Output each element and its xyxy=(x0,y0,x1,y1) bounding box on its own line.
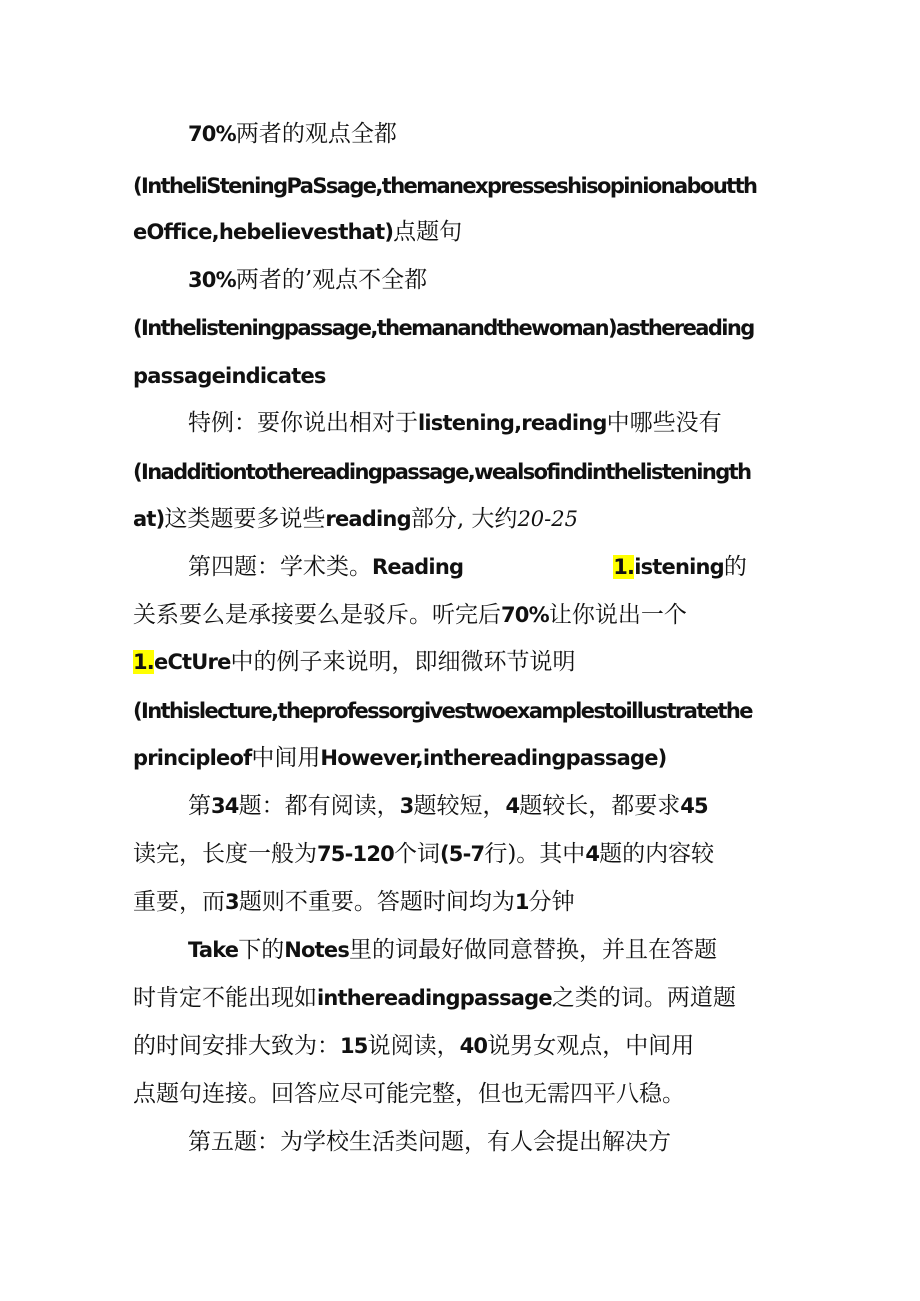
text-run: 行)。其中 xyxy=(484,841,586,867)
text-line xyxy=(188,407,793,441)
text-run: 时肯定不能出现如 xyxy=(133,985,317,1011)
text-run: 的 xyxy=(723,554,747,580)
text-run: istening xyxy=(634,555,724,579)
text-run: inthereadingpassage xyxy=(317,986,552,1010)
text-run: 34 xyxy=(211,794,239,818)
text-line xyxy=(133,838,793,872)
text-run: 中的例子来说明，即细微环节说明 xyxy=(230,649,576,675)
text-run: 4 xyxy=(505,794,520,818)
text-line xyxy=(188,118,793,152)
text-line xyxy=(188,934,793,968)
text-run: 题则不重要。答题时间均为 xyxy=(238,889,515,915)
text-line xyxy=(133,503,793,537)
text-line xyxy=(188,1126,793,1160)
text-run: 两者的’观点不全都 xyxy=(235,267,428,293)
text-run: (IntheliSteningPaSsage,themanexpresseshisopinionaboutth xyxy=(133,174,757,198)
text-line xyxy=(133,456,793,490)
text-run: 说男女观点，中间用 xyxy=(487,1033,695,1059)
text-run: 45 xyxy=(680,794,708,818)
text-line xyxy=(133,1030,793,1064)
text-run: 40 xyxy=(459,1034,488,1058)
text-run: 4 xyxy=(585,842,600,866)
text-run: 题较短， xyxy=(413,793,506,819)
text-run: 3 xyxy=(225,890,239,914)
text-line xyxy=(133,982,793,1016)
text-line xyxy=(133,599,793,633)
text-line xyxy=(133,886,793,920)
text-line xyxy=(188,551,793,585)
text-line xyxy=(133,312,793,346)
text-line xyxy=(133,646,793,680)
text-run: listening,reading xyxy=(418,411,607,435)
text-run: eOffice,hebelievesthat) xyxy=(133,220,394,244)
text-line xyxy=(188,790,793,824)
text-run: 70% xyxy=(188,122,236,146)
text-run: 部分, 大约 xyxy=(410,506,518,532)
text-run: 中间用 xyxy=(251,745,321,771)
text-run: 题的内容较 xyxy=(599,841,715,867)
text-run: 读完，长度一般为 xyxy=(133,841,317,867)
text-run: 题：都有阅读， xyxy=(238,793,400,819)
text-line xyxy=(133,216,793,250)
text-run: reading xyxy=(325,507,411,531)
text-run: 分钟 xyxy=(528,889,575,915)
text-run: 里的词最好做同意替换，并且在答题 xyxy=(349,937,718,963)
text-run: 第四题：学术类。 xyxy=(188,554,372,580)
text-run: (Inthelisteningpassage,themanandthewoman)asthereading xyxy=(133,316,754,340)
text-run: (Inthislecture,theprofessorgivestwoexamplestoillustratethe xyxy=(133,699,752,723)
highlighted-text: 1. xyxy=(133,650,154,674)
text-run: 关系要么是承接要么是驳斥。听完后 xyxy=(133,602,501,628)
text-run: 点题句 xyxy=(393,219,463,245)
text-run: Notes xyxy=(284,938,350,962)
text-run: 的时间安排大致为： xyxy=(133,1033,340,1059)
text-run: 70% xyxy=(501,603,549,627)
text-run: Take xyxy=(188,938,239,962)
text-run: 个词 xyxy=(393,841,440,867)
text-run: 这类题要多说些 xyxy=(164,506,326,532)
text-run: 特例：要你说出相对于 xyxy=(188,410,418,436)
text-run: 第 xyxy=(188,793,211,819)
text-line xyxy=(133,695,793,729)
text-line xyxy=(133,360,793,394)
text-run: eCtUre xyxy=(154,650,231,674)
text-run: 1 xyxy=(514,890,529,914)
text-run: 75-120 xyxy=(317,842,394,866)
text-run: 20-25 xyxy=(517,507,578,531)
text-run: 15 xyxy=(340,1034,368,1058)
text-run: 30% xyxy=(188,268,236,292)
text-line xyxy=(133,1078,793,1112)
text-run: 题较长，都要求 xyxy=(519,793,681,819)
text-run: at) xyxy=(133,507,165,531)
text-run: passageindicates xyxy=(133,364,326,388)
text-run: Reading xyxy=(372,555,464,579)
text-run: 重要，而 xyxy=(133,889,225,915)
text-line xyxy=(133,170,793,204)
text-run: 下的 xyxy=(238,937,285,963)
text-run: 之类的词。两道题 xyxy=(551,985,736,1011)
highlighted-text: 1. xyxy=(613,555,635,579)
text-line xyxy=(188,264,793,298)
text-run: principleof xyxy=(133,746,252,770)
text-run: 两者的观点全都 xyxy=(235,121,397,147)
text-run: 第五题：为学校生活类问题，有人会提出解决方 xyxy=(188,1129,671,1155)
text-run: (5-7 xyxy=(439,842,485,866)
text-run: (Inadditiontothereadingpassage,wealsofindinthelisteningth xyxy=(133,460,751,484)
text-line xyxy=(133,742,793,776)
text-run: 说阅读， xyxy=(367,1033,460,1059)
text-run: 点题句连接。回答应尽可能完整，但也无需四平八稳。 xyxy=(133,1081,685,1107)
text-run: However,inthereadingpassage) xyxy=(320,746,667,770)
text-run: 3 xyxy=(399,794,414,818)
text-run: 让你说出一个 xyxy=(548,602,687,628)
text-run: 中哪些没有 xyxy=(606,410,722,436)
